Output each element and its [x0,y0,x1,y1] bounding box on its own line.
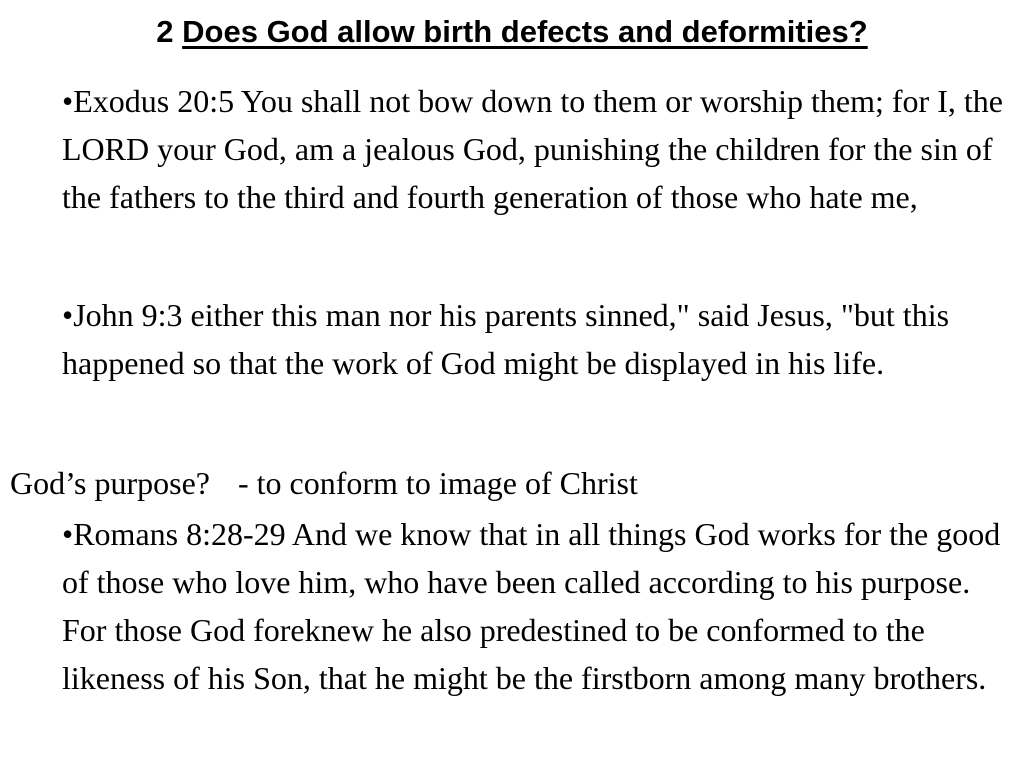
slide-title [0,12,1024,52]
purpose-line [10,459,1010,507]
purpose-answer: - to conform to image of Christ [237,465,638,501]
bullet-exodus [62,77,1014,221]
bullet-text-john: John 9:3 either this man nor his parents sinned," said Jesus, "but this happened so that the work of God might be displayed in his life. [62,297,950,381]
bullet-marker: • [62,83,74,119]
bullet-marker: • [62,297,74,333]
slide-title-text: Does God allow birth defects and deformities? [182,14,868,49]
bullet-marker: • [62,516,74,552]
bullet-text-exodus: Exodus 20:5 You shall not bow down to them or worship them; for I, the LORD your God, am a jealous God, punishing the children for the sin of the fathers to the third and fourth generation of those who hate me, [62,83,1003,215]
purpose-question: God’s purpose? [10,465,210,501]
slide-number: 2 [156,14,174,49]
bullet-john [62,291,1014,387]
bullet-text-romans: Romans 8:28-29 And we know that in all things God works for the good of those who love him, who have been called according to his purpose. For those God foreknew he also predestined to be conformed to the likeness of his Son, that he might be the firstborn among many brothers. [62,516,1001,696]
bullet-romans [62,510,1014,702]
